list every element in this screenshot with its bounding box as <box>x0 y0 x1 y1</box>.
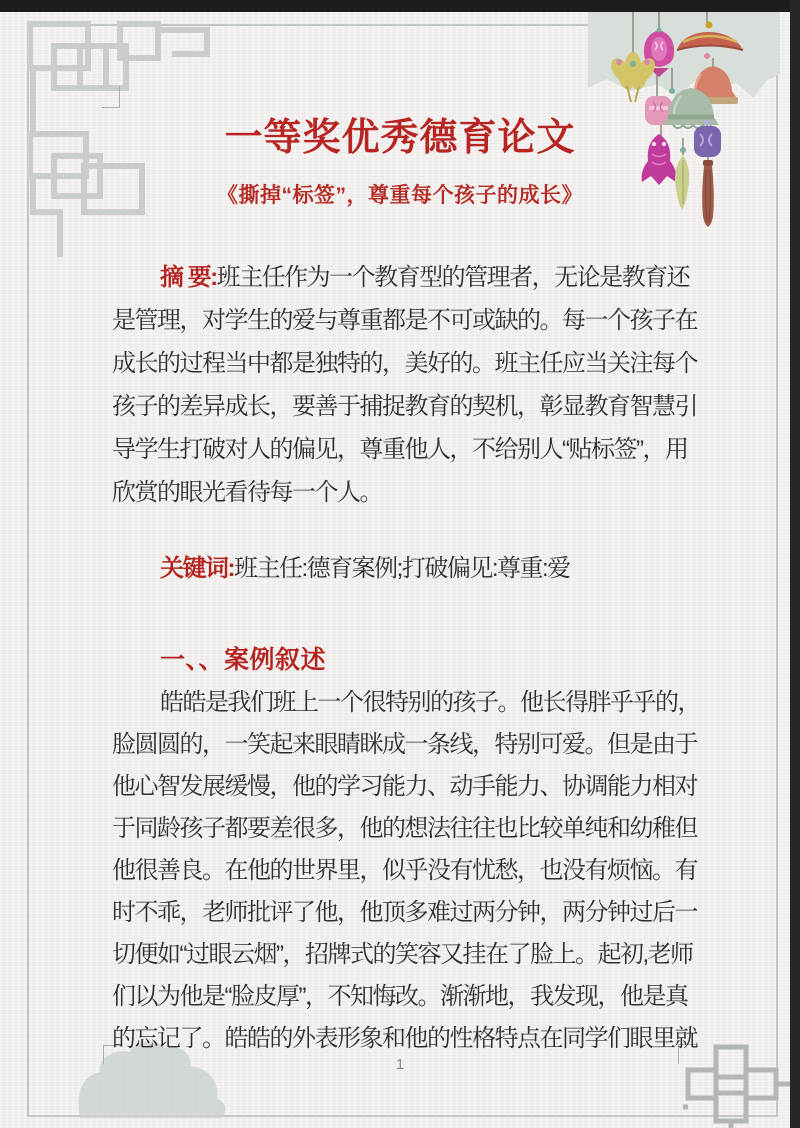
body-line: 的忘记了。皓皓的外表形象和他的性格特点在同学们眼里就 <box>112 1025 697 1052</box>
page-number: 1 <box>395 1056 405 1073</box>
photo-edge-right <box>790 0 800 1128</box>
body-line: 他很善良。在他的世界里，似乎没有忧愁，也没有烦恼。有 <box>112 857 697 884</box>
photo-edge-top <box>0 0 800 12</box>
body-paragraph <box>112 682 698 1060</box>
keywords-text: 班主任:德育案例;打破偏见:尊重:爱 <box>234 555 570 582</box>
abstract-line: 成长的过程当中都是独特的，美好的。班主任应当关注每个 <box>112 350 697 377</box>
body-line: 们以为他是“脸皮厚”，不知悔改。渐渐地，我发现，他是真 <box>112 983 688 1010</box>
crop-corner-mark <box>102 86 120 108</box>
body-line: 时不乖，老师批评了他，他顶多难过两分钟，两分钟过后一 <box>112 899 697 926</box>
abstract-line: 是管理，对学生的爱与尊重都是不可或缺的。每一个孩子在 <box>112 307 697 334</box>
abstract-line: 导学生打破对人的偏见，尊重他人，不给别人“贴标签”，用 <box>112 436 688 463</box>
body-line: 脸圆圆的，一笑起来眼睛眯成一条线，特别可爱。但是由于 <box>112 731 697 758</box>
page-title: 一等奖优秀德育论文 <box>224 117 576 159</box>
body-line: 切便如“过眼云烟”，招牌式的笑容又挂在了脸上。起初,老师 <box>112 941 693 968</box>
lattice-corner-ornament-icon <box>683 1040 800 1128</box>
abstract-line: 孩子的差异成长，要善于捕捉教育的契机，彰显教育智慧引 <box>112 393 697 420</box>
page-subtitle: 《撕掉“标签”，尊重每个孩子的成长》 <box>217 184 583 207</box>
abstract-paragraph <box>112 256 698 514</box>
abstract-label: 摘 要: <box>160 264 217 291</box>
abstract-text: 班主任作为一个教育型的管理者，无论是教育还 <box>216 264 690 291</box>
keywords-label: 关键词: <box>160 555 234 582</box>
body-line: 于同龄孩子都要差很多，他的想法往往也比较单纯和幼稚但 <box>112 815 697 842</box>
keywords-content <box>112 553 698 585</box>
abstract-line: 欣赏的眼光看待每一个人。 <box>112 479 382 506</box>
body-line: 他心智发展缓慢，他的学习能力、动手能力、协调能力相对 <box>112 773 697 800</box>
abstract-line <box>112 256 698 299</box>
keywords-line <box>112 553 698 585</box>
section-heading: 一、、案例叙述 <box>160 646 327 674</box>
body-line: 皓皓是我们班上一个很特别的孩子。他长得胖乎乎的， <box>160 689 700 716</box>
